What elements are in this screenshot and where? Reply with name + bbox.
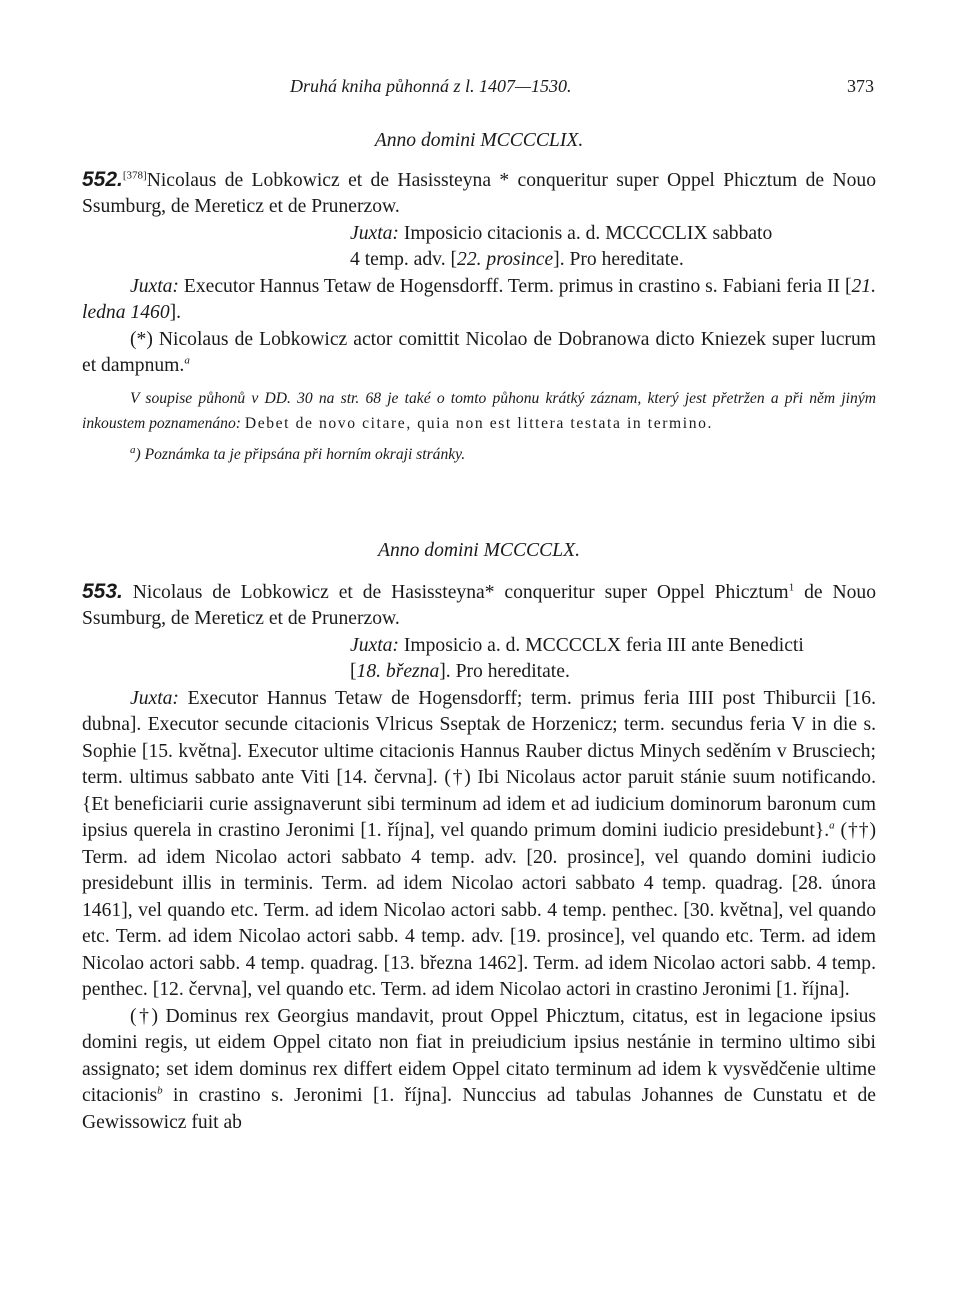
entry-552-text: [82, 167, 876, 221]
entry-line: de Nouo Ssumburg, de Mereticz et de Prunerzow.: [82, 581, 876, 629]
juxta-body: [82, 686, 876, 1004]
year-heading: Anno domini MCCCCLX.: [378, 540, 580, 561]
juxta-text: ]. Pro hereditate.: [439, 661, 570, 682]
dagger-note: [82, 1004, 876, 1137]
entry-line: Nicolaus de Lobkowicz et de Hasissteyna* conqueritur super Oppel Phicztum: [132, 581, 789, 603]
juxta-1: [350, 221, 876, 274]
juxta-text: 4 temp. adv. [: [350, 249, 458, 270]
running-title: Druhá kniha půhonná z l. 1407—1530.: [290, 76, 572, 96]
juxta-label: Juxta:: [350, 222, 399, 244]
footnote-marker: a: [130, 443, 136, 456]
entry-number: 552.: [82, 167, 123, 191]
juxta-text: ]. Pro hereditate.: [553, 249, 684, 270]
body-text: (††) Term. ad idem Nicolao actori sabbato 4 temp. adv. [20. prosince], vel quando domini iudicio presidebunt illis in terminis. Term. ad idem Nicolao actori sabbato 4 temp. quadrag. [28. února 1461], vel quando etc. Term. ad idem Nicolao actori sabb. 4 temp. penthec. [30. května], vel quando etc. Term. ad idem Nicolao actori sabb. 4 temp. adv. [19. prosince], vel quando etc. Term. ad idem Nicolao actori sabb. 4 temp. quadrag. [13. března 1462]. Term. ad idem Nicolao actori sabb. 4 temp. penthec. [12. června], vel quando etc. Term. ad idem Nicolao actori in crastino Jeronimi [1. října].: [82, 820, 876, 1000]
juxta-label: Juxta:: [350, 634, 399, 656]
note-text: (†) Dominus rex Georgius mandavit, prout Oppel Phicztum, citatus, est in legacione ipsius domini regis, ut eidem Oppel citato non fiat in preiudicium ipsius nestánie in termino ultimo sibi assignato; set idem dominus rex differt eidem Oppel citato terminum ad idem k vysvědčenie ultime citacionis: [82, 1005, 876, 1106]
entry-number: 553.: [82, 579, 123, 603]
footnote: [130, 442, 876, 469]
section-553: [82, 538, 876, 1136]
page-number: 373: [847, 76, 874, 96]
note-marker: a: [184, 354, 190, 367]
juxta-text: Imposicio citacionis a. d. MCCCCLIX sabbato: [403, 222, 773, 244]
note-text: in crastino s. Jeronimi [1. října]. Nunccius ad tabulas Johannes de Cunstatu et de Gewissowicz fuit ab: [82, 1085, 876, 1133]
section-552: [82, 128, 876, 468]
page-ref: [378]: [122, 168, 147, 181]
note-marker: a: [829, 819, 835, 832]
juxta-text: Executor Hannus Tetaw de Hogensdorff. Term. primus in crastino s. Fabiani feria II [: [183, 275, 852, 297]
star-note: [82, 327, 876, 380]
note-text: (*) Nicolaus de Lobkowicz actor comittit Nicolao de Dobranowa dicto Kniezek super lucrum et dampnum.: [82, 328, 876, 376]
date: 21. ledna 1460: [82, 275, 876, 323]
register-note: [82, 386, 876, 436]
date: 22. prosince: [457, 249, 554, 270]
juxta-text: ].: [169, 302, 182, 323]
note-quote: Debet de novo citare, quia non est littera testata in termino.: [244, 414, 713, 432]
footnote-text: ) Poznámka ta je připsána při horním okraji stránky.: [135, 445, 466, 463]
entry-553-text: [82, 579, 876, 633]
note-marker: b: [157, 1084, 163, 1097]
date: 18. března: [356, 661, 440, 682]
entry-line: Nicolaus de Lobkowicz et de Hasissteyna * conqueritur super Oppel Phicztum de Nouo Ssumburg, de Mereticz et de Prunerzow.: [82, 169, 876, 217]
juxta-text: Imposicio a. d. MCCCCLX feria III ante Benedicti: [403, 634, 804, 656]
body-text: Executor Hannus Tetaw de Hogensdorff; term. primus feria IIII post Thiburcii [16. dubna]. Executor secunde citacionis Vlricus Sseptak de Horzenicz; term. secundus feria V in die s. Sophie [15. května]. Executor ultime citacionis Hannus Rauber dictus Minych seděním v Brusciech; term. ultimus sabbato ante Viti [14. června]. (†) Ibi Nicolaus actor paruit stánie suum notificando. {Et beneficiarii curie assignaverunt sibi terminum ad idem et ad iudicium dominorum baronum cum ipsius querela in crastino Jeronimi [1. října], vel quando primum domini iudicio presidebunt}.: [82, 687, 876, 841]
year-heading: Anno domini MCCCCLIX.: [374, 130, 584, 151]
juxta-label: Juxta:: [130, 275, 179, 297]
note-italic: V soupise půhonů v DD. 30 na str. 68 je také o tomto půhonu krátký záznam, který jest přetržen a při něm jiným inkoustem poznamenáno:: [82, 389, 876, 432]
juxta-label: Juxta:: [130, 687, 179, 709]
footnote-marker: 1: [788, 580, 795, 593]
juxta-2: [82, 274, 876, 327]
juxta-text: [: [350, 661, 357, 682]
juxta-1: [350, 633, 876, 686]
